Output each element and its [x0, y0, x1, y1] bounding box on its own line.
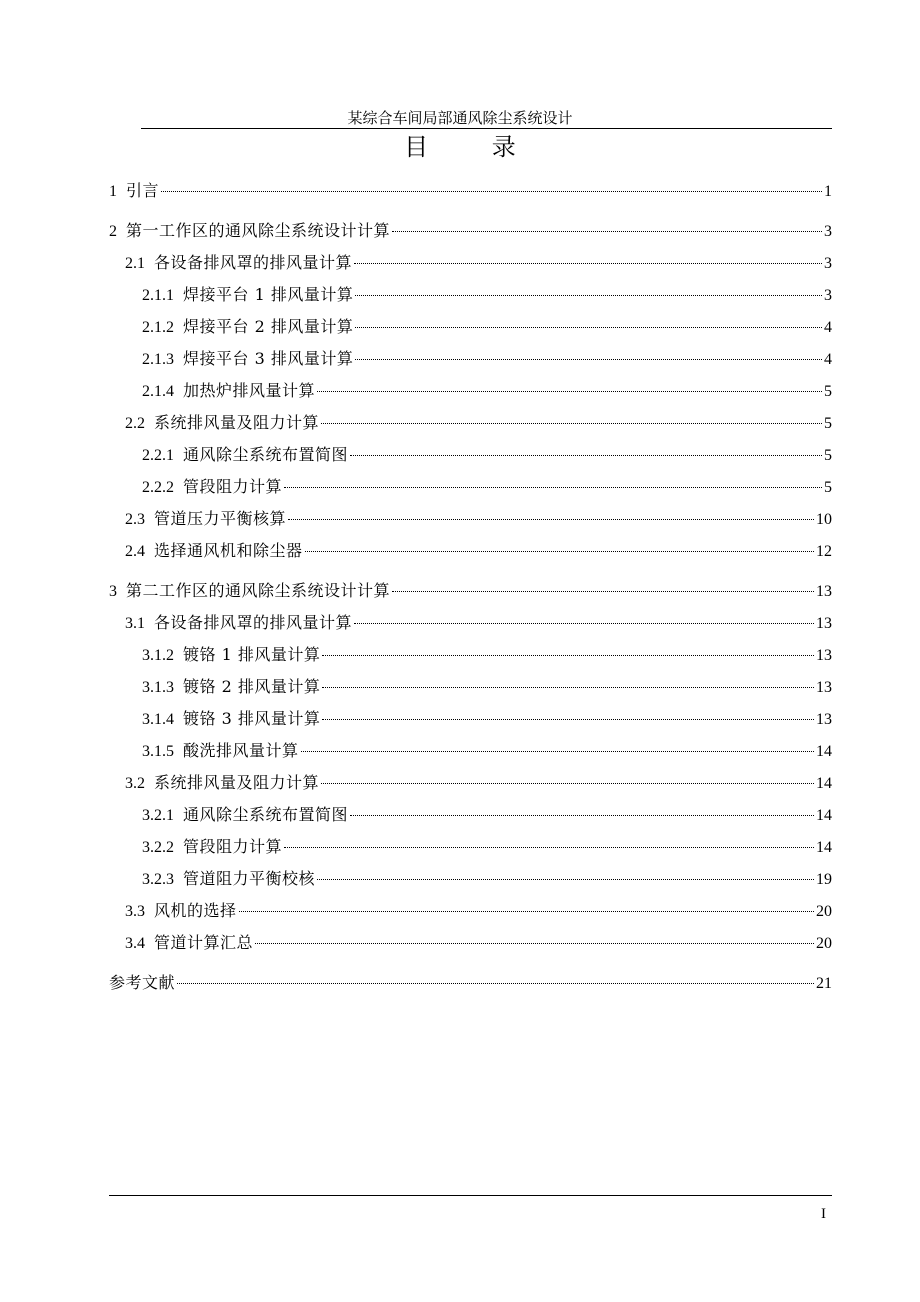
- toc-dot-leader: [305, 551, 814, 552]
- toc-entry-title: 风机的选择: [154, 901, 237, 920]
- toc-entry-title: 加热炉排风量计算: [183, 381, 316, 400]
- toc-entry[interactable]: [142, 440, 832, 470]
- toc-entry-title: 各设备排风罩的排风量计算: [154, 613, 353, 632]
- toc-entry[interactable]: [142, 280, 832, 310]
- toc-entry-title: 通风除尘系统布置简图: [183, 805, 349, 824]
- toc-dot-leader: [317, 391, 822, 392]
- running-header: 某综合车间局部通风除尘系统设计: [347, 109, 573, 127]
- toc-entry-page: 3: [824, 287, 832, 304]
- toc-entry[interactable]: [142, 672, 832, 702]
- toc-entry-title: 管道阻力平衡校核: [183, 869, 316, 888]
- toc-dot-leader: [392, 591, 814, 592]
- toc-entry-number: 3: [109, 583, 117, 600]
- toc-entry[interactable]: [109, 216, 832, 246]
- toc-entry-page: 10: [816, 511, 832, 528]
- toc-entry-title: 第一工作区的通风除尘系统设计计算: [126, 221, 391, 240]
- toc-dot-leader: [350, 815, 814, 816]
- toc-entry[interactable]: [142, 832, 832, 862]
- toc-entry-page: 21: [816, 975, 832, 992]
- toc-entry-page: 13: [816, 583, 832, 600]
- toc-entry-title: 各设备排风罩的排风量计算: [154, 253, 353, 272]
- toc-entry-number: 2.1.2: [142, 319, 174, 336]
- toc-dot-leader: [355, 295, 822, 296]
- footer-rule: [109, 1195, 832, 1196]
- toc-entry-title: 管道压力平衡核算: [154, 509, 287, 528]
- toc-entry-page: 12: [816, 543, 832, 560]
- toc-entry-number: 2.2: [125, 415, 145, 432]
- toc-entry-number: 2.2.2: [142, 479, 174, 496]
- toc-entry-title: 镀铬 2 排风量计算: [183, 677, 321, 696]
- toc-dot-leader: [161, 191, 822, 192]
- toc-entry[interactable]: [125, 504, 832, 534]
- toc-dot-leader: [322, 687, 814, 688]
- toc-entry-number: 2.4: [125, 543, 145, 560]
- toc-dot-leader: [322, 655, 814, 656]
- toc-entry-number: 3.3: [125, 903, 145, 920]
- toc-entry-number: 2.2.1: [142, 447, 174, 464]
- toc-dot-leader: [321, 423, 822, 424]
- toc-entry-number: 2.1: [125, 255, 145, 272]
- toc-entry-title: 管道计算汇总: [154, 933, 254, 952]
- toc-entry-number: 1: [109, 183, 117, 200]
- toc-dot-leader: [284, 847, 814, 848]
- toc-entry-page: 13: [816, 615, 832, 632]
- toc-entry-title: 引言: [126, 181, 160, 200]
- toc-entry-page: 14: [816, 807, 832, 824]
- toc-dot-leader: [354, 263, 822, 264]
- toc-entry[interactable]: [142, 376, 832, 406]
- toc-dot-leader: [355, 327, 822, 328]
- toc-entry[interactable]: [125, 248, 832, 278]
- toc-entry-page: 3: [824, 255, 832, 272]
- toc-entry-page: 5: [824, 479, 832, 496]
- toc-entry[interactable]: [125, 608, 832, 638]
- toc-dot-leader: [288, 519, 814, 520]
- toc-entry-number: 2.1.3: [142, 351, 174, 368]
- toc-entry-number: 3.1.2: [142, 647, 174, 664]
- toc-entry[interactable]: [142, 640, 832, 670]
- toc-entry-page: 3: [824, 223, 832, 240]
- toc-entry-title: 第二工作区的通风除尘系统设计计算: [126, 581, 391, 600]
- toc-entry-page: 20: [816, 903, 832, 920]
- toc-entry-title: 酸洗排风量计算: [183, 741, 299, 760]
- toc-entry[interactable]: [109, 176, 832, 206]
- toc-dot-leader: [355, 359, 822, 360]
- toc-entry-title: 管段阻力计算: [183, 477, 283, 496]
- toc-dot-leader: [177, 983, 814, 984]
- toc-entry[interactable]: [125, 928, 832, 958]
- toc-dot-leader: [239, 911, 814, 912]
- toc-entry-title: 参考文献: [109, 973, 176, 992]
- toc-entry-page: 5: [824, 447, 832, 464]
- toc-entry-number: 2.1.1: [142, 287, 174, 304]
- toc-entry-title: 选择通风机和除尘器: [154, 541, 303, 560]
- toc-entry-title: 镀铬 1 排风量计算: [183, 645, 321, 664]
- toc-entry-title: 系统排风量及阻力计算: [154, 773, 320, 792]
- toc-entry-number: 3.1.5: [142, 743, 174, 760]
- toc-dot-leader: [321, 783, 814, 784]
- toc-entry-number: 3.1.4: [142, 711, 174, 728]
- toc-entry-title: 管段阻力计算: [183, 837, 283, 856]
- toc-entry-title: 焊接平台 2 排风量计算: [183, 317, 354, 336]
- toc-entry-page: 4: [824, 351, 832, 368]
- toc-entry[interactable]: [142, 736, 832, 766]
- toc-entry-page: 1: [824, 183, 832, 200]
- toc-entry-page: 14: [816, 839, 832, 856]
- toc-entry-number: 3.4: [125, 935, 145, 952]
- toc-dot-leader: [392, 231, 822, 232]
- toc-entry-page: 13: [816, 647, 832, 664]
- toc-dot-leader: [255, 943, 814, 944]
- toc-entry-number: 2.1.4: [142, 383, 174, 400]
- toc-entry-number: 3.2.2: [142, 839, 174, 856]
- toc-entry[interactable]: [125, 896, 832, 926]
- toc-entry-page: 13: [816, 679, 832, 696]
- toc-entry-number: 3.1: [125, 615, 145, 632]
- toc-entry-title: 通风除尘系统布置简图: [183, 445, 349, 464]
- toc-entry[interactable]: [109, 968, 832, 998]
- toc-entry-title: 镀铬 3 排风量计算: [183, 709, 321, 728]
- toc-dot-leader: [354, 623, 814, 624]
- toc-entry[interactable]: [125, 536, 832, 566]
- toc-entry-number: 3.1.3: [142, 679, 174, 696]
- toc-entry-page: 20: [816, 935, 832, 952]
- toc-entry-page: 5: [824, 383, 832, 400]
- toc-entry[interactable]: [142, 344, 832, 374]
- toc-entry-page: 19: [816, 871, 832, 888]
- toc-entry-title: 焊接平台 1 排风量计算: [183, 285, 354, 304]
- toc-entry-page: 14: [816, 743, 832, 760]
- toc-entry-number: 3.2.3: [142, 871, 174, 888]
- toc-entry-title: 焊接平台 3 排风量计算: [183, 349, 354, 368]
- toc-entry[interactable]: [142, 472, 832, 502]
- toc-entry-number: 3.2: [125, 775, 145, 792]
- header-rule: [141, 128, 832, 129]
- toc-dot-leader: [301, 751, 814, 752]
- toc-dot-leader: [284, 487, 822, 488]
- toc-dot-leader: [350, 455, 822, 456]
- toc-entry[interactable]: [125, 408, 832, 438]
- toc-entry[interactable]: [125, 768, 832, 798]
- toc-entry[interactable]: [142, 864, 832, 894]
- toc-entry-number: 3.2.1: [142, 807, 174, 824]
- toc-entry-page: 5: [824, 415, 832, 432]
- toc-entry-page: 4: [824, 319, 832, 336]
- toc-entry[interactable]: [142, 704, 832, 734]
- toc-dot-leader: [322, 719, 814, 720]
- toc-entry-number: 2.3: [125, 511, 145, 528]
- footer-page-number: I: [821, 1206, 826, 1222]
- toc-entry[interactable]: [142, 800, 832, 830]
- toc-entry-title: 系统排风量及阻力计算: [154, 413, 320, 432]
- toc-entry-page: 14: [816, 775, 832, 792]
- toc-entry-page: 13: [816, 711, 832, 728]
- toc-entry[interactable]: [142, 312, 832, 342]
- toc-entry[interactable]: [109, 576, 832, 606]
- toc-dot-leader: [317, 879, 814, 880]
- toc-title: 目 录: [404, 133, 544, 161]
- toc-entry-number: 2: [109, 223, 117, 240]
